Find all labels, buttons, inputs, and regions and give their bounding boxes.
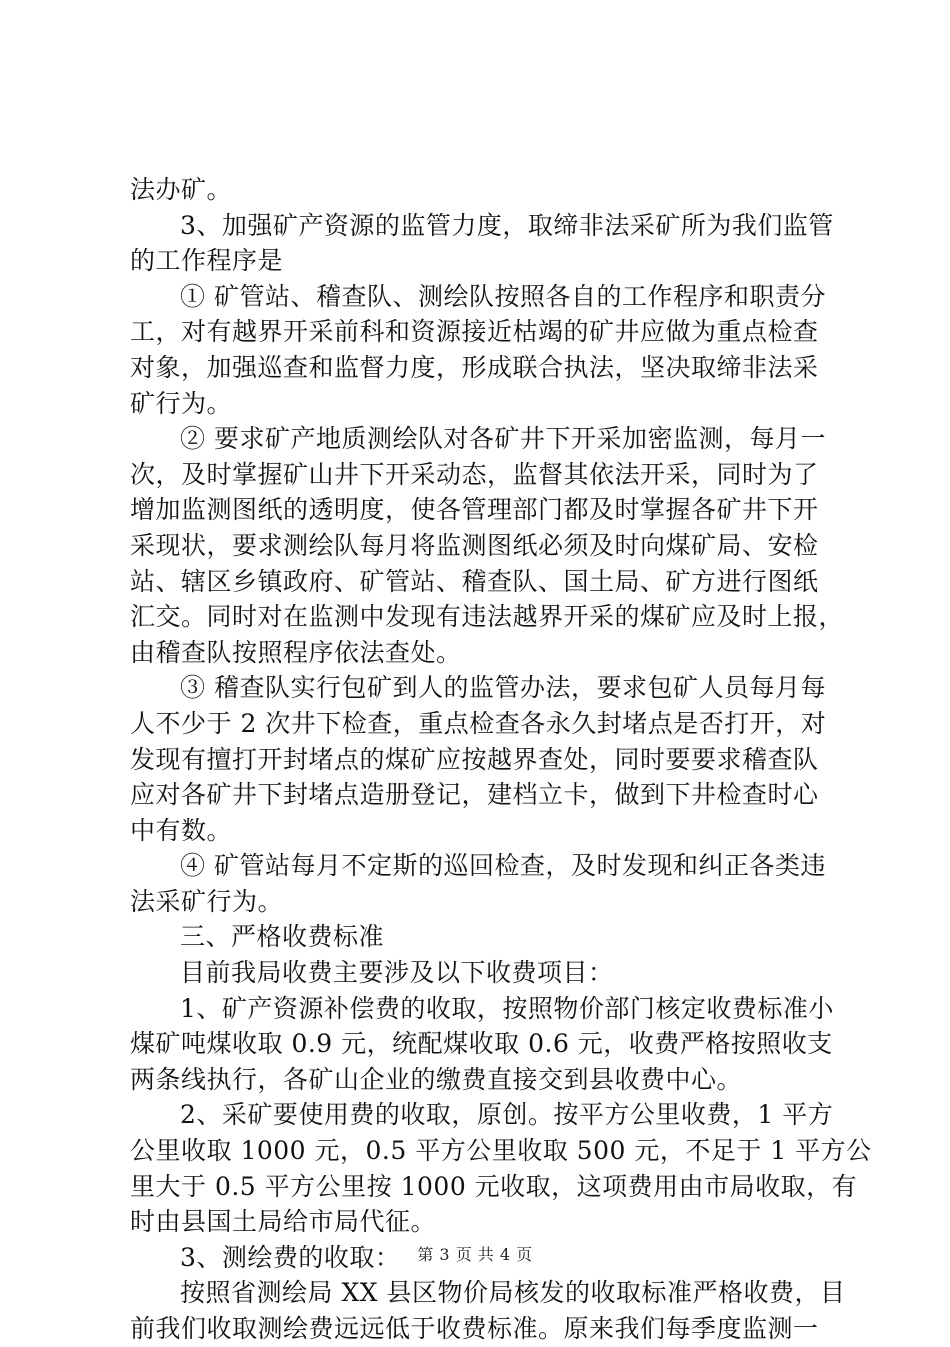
text-line: ③ 稽查队实行包矿到人的监管办法，要求包矿人员每月每	[180, 673, 826, 703]
text-line: ② 要求矿产地质测绘队对各矿井下开采加密监测，每月一	[180, 424, 826, 454]
text-line: 工，对有越界开采前科和资源接近枯竭的矿井应做为重点检查	[130, 317, 819, 347]
text-line: 里大于 0.5 平方公里按 1000 元收取，这项费用由市局收取，有	[130, 1171, 858, 1201]
text-line: 人不少于 2 次井下检查，重点检查各永久封堵点是否打开，对	[130, 708, 827, 738]
text-line: ④ 矿管站每月不定斯的巡回检查，及时发现和纠正各类违	[180, 851, 826, 881]
text-line: 时由县国土局给市局代征。	[130, 1207, 437, 1237]
text-line: 1、矿产资源补偿费的收取，按照物价部门核定收费标准小	[180, 993, 834, 1023]
text-line: 目前我局收费主要涉及以下收费项目：	[180, 958, 614, 988]
text-line: 增加监测图纸的透明度，使各管理部门都及时掌握各矿井下开	[130, 495, 819, 525]
text-line: 站、辖区乡镇政府、矿管站、稽查队、国土局、矿方进行图纸	[130, 566, 819, 596]
page-footer: 第 3 页 共 4 页	[417, 1245, 533, 1264]
text-line: ① 矿管站、稽查队、测绘队按照各自的工作程序和职责分	[180, 281, 826, 311]
text-line: 两条线执行，各矿山企业的缴费直接交到县收费中心。	[130, 1064, 743, 1094]
text-line: 应对各矿井下封堵点造册登记，建档立卡，做到下井检查时心	[130, 780, 819, 810]
text-line: 发现有擅打开封堵点的煤矿应按越界查处，同时要要求稽查队	[130, 744, 819, 774]
text-line: 中有数。	[130, 815, 233, 845]
text-line: 法办矿。	[130, 175, 233, 204]
document-body	[130, 172, 872, 1347]
text-line: 采现状，要求测绘队每月将监测图纸必须及时向煤矿局、安检	[130, 530, 819, 560]
text-line: 矿行为。	[130, 388, 233, 418]
text-line: 公里收取 1000 元，0.5 平方公里收取 500 元，不足于 1 平方公	[130, 1136, 872, 1166]
text-line: 3、测绘费的收取：	[180, 1242, 401, 1272]
text-line: 按照省测绘局 XX 县区物价局核发的收取标准严格收费，目	[180, 1278, 846, 1308]
text-line: 三、严格收费标准	[180, 922, 385, 952]
text-line: 的工作程序是	[130, 246, 284, 276]
text-line: 煤矿吨煤收取 0.9 元，统配煤收取 0.6 元，收费严格按照收支	[130, 1029, 833, 1059]
text-line: 次，及时掌握矿山井下开采动态，监督其依法开采，同时为了	[130, 459, 819, 489]
text-line: 前我们收取测绘费远远低于收费标准。原来我们每季度监测一	[130, 1314, 819, 1343]
text-line: 由稽查队按照程序依法查处。	[130, 637, 462, 667]
text-line: 法采矿行为。	[130, 886, 284, 916]
text-line: 3、加强矿产资源的监管力度，取缔非法采矿所为我们监管	[180, 210, 834, 240]
text-line: 2、采矿要使用费的收取，原创。按平方公里收费，1 平方	[180, 1100, 834, 1130]
text-line: 汇交。同时对在监测中发现有违法越界开采的煤矿应及时上报，	[130, 602, 845, 632]
text-line: 对象，加强巡查和监督力度，形成联合执法，坚决取缔非法采	[130, 352, 819, 382]
